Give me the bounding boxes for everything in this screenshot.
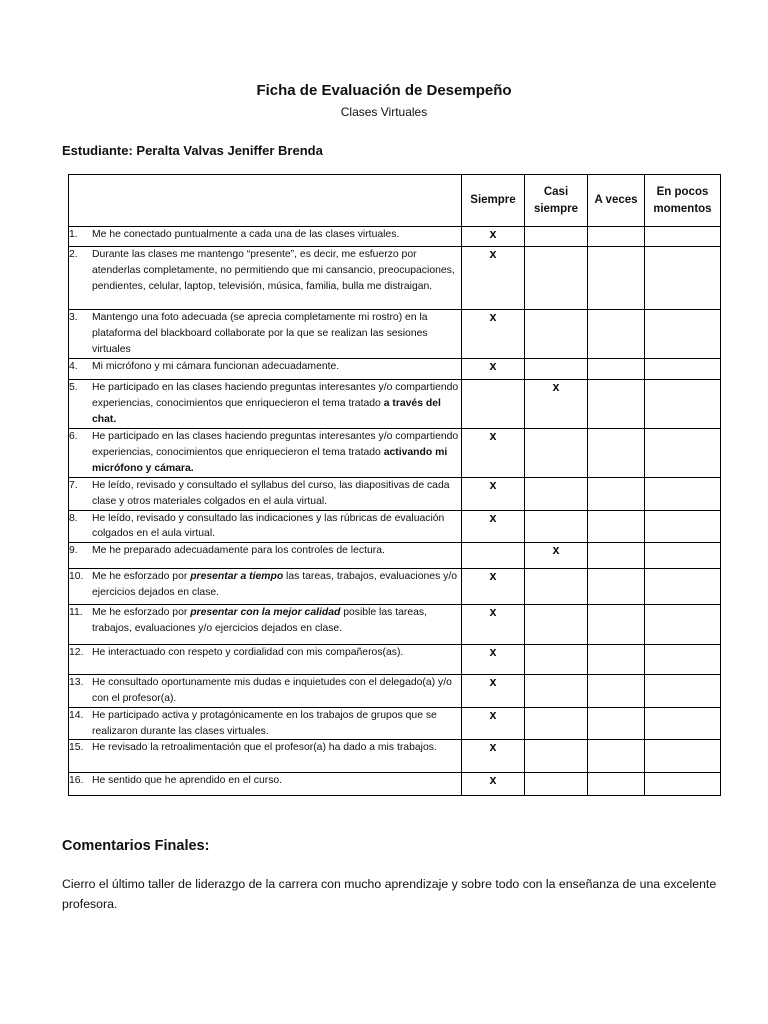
criterion-number: 2. <box>69 249 78 260</box>
criterion-number: 9. <box>69 545 78 557</box>
table-header-row <box>69 175 721 227</box>
criterion-text <box>92 708 461 740</box>
table-row <box>69 380 721 429</box>
criterion-text-part: He revisado la retroalimentación que el profesor(a) ha dado a mis trabajos. <box>92 742 437 754</box>
table-row <box>69 247 721 310</box>
criterion-text <box>92 227 461 243</box>
rating-cell-en-pocos-momentos <box>645 569 721 605</box>
rating-cell-a-veces <box>588 429 645 478</box>
rating-cell-a-veces <box>588 247 645 310</box>
rating-cell-en-pocos-momentos <box>645 380 721 429</box>
rating-cell-a-veces <box>588 645 645 675</box>
criterion-text <box>92 511 461 543</box>
criterion-text-part: He sentido que he aprendido en el curso. <box>92 775 283 787</box>
criterion-text-part: He consultado oportunamente mis dudas e inquietudes con el delegado(a) y/o con el profesor(a). <box>92 677 452 704</box>
criterion-cell <box>69 359 462 380</box>
rating-cell-siempre: x <box>462 773 525 796</box>
criterion-number: 12. <box>69 647 84 659</box>
rating-cell-casi-siempre <box>525 569 588 605</box>
form-title: Ficha de Evaluación de Desempeño <box>256 82 512 99</box>
rating-cell-en-pocos-momentos <box>645 227 721 247</box>
header-en-pocos-momentos: En pocos momentos <box>645 175 721 227</box>
criterion-number: 4. <box>69 361 78 372</box>
criterion-text <box>92 773 461 789</box>
criterion-text <box>92 478 461 510</box>
criterion-text-part: las tareas, trabajos, evaluaciones y/o ejercicios dejados en clase. <box>92 571 458 598</box>
criterion-cell <box>69 380 462 429</box>
table-row <box>69 605 721 645</box>
header-criteria-cell <box>69 175 462 227</box>
table-row <box>69 740 721 773</box>
criterion-cell <box>69 543 462 569</box>
rating-cell-en-pocos-momentos <box>645 605 721 645</box>
rating-cell-siempre: x <box>462 227 525 247</box>
criterion-text-part: He interactuado con respeto y cordialidad con mis compañeros(as). <box>92 647 404 659</box>
rating-cell-en-pocos-momentos <box>645 247 721 310</box>
rating-cell-en-pocos-momentos <box>645 429 721 478</box>
criterion-text <box>92 645 461 661</box>
criterion-number: 3. <box>69 312 78 323</box>
rating-cell-siempre: x <box>462 675 525 708</box>
criterion-cell <box>69 645 462 675</box>
criterion-text <box>92 675 461 707</box>
rating-cell-casi-siempre <box>525 429 588 478</box>
rating-cell-siempre <box>462 543 525 569</box>
rating-cell-a-veces <box>588 605 645 645</box>
criterion-text <box>92 247 461 294</box>
rating-cell-a-veces <box>588 543 645 569</box>
rating-cell-en-pocos-momentos <box>645 773 721 796</box>
rating-cell-casi-siempre <box>525 675 588 708</box>
rating-cell-casi-siempre <box>525 359 588 380</box>
criterion-number: 8. <box>69 512 78 524</box>
criterion-text <box>92 380 461 427</box>
criterion-number: 11. <box>69 607 83 619</box>
criterion-text <box>92 310 461 357</box>
table-row <box>69 707 721 740</box>
rating-cell-siempre: x <box>462 310 525 359</box>
criterion-cell <box>69 605 462 645</box>
rating-cell-en-pocos-momentos <box>645 310 721 359</box>
rating-cell-casi-siempre <box>525 510 588 543</box>
header-casi-siempre: Casi siempre <box>525 175 588 227</box>
evaluation-table-body <box>69 227 721 796</box>
table-row <box>69 773 721 796</box>
table-row <box>69 429 721 478</box>
criterion-text-part: posible las tareas, trabajos, evaluaciones y/o ejercicios dejados en clase. <box>92 607 427 634</box>
rating-cell-siempre: x <box>462 359 525 380</box>
criterion-cell <box>69 740 462 773</box>
rating-cell-en-pocos-momentos <box>645 707 721 740</box>
criterion-text-part: He participado activa y protagónicamente en los trabajos de grupos que se realizaron durante las clases virtuales. <box>92 709 437 737</box>
table-row <box>69 510 721 543</box>
rating-cell-casi-siempre <box>525 247 588 310</box>
criterion-text-part: Me he esforzado por <box>92 571 191 583</box>
criterion-cell <box>69 510 462 543</box>
criterion-number: 5. <box>69 382 78 393</box>
criterion-text <box>92 543 461 559</box>
rating-cell-siempre: x <box>462 645 525 675</box>
table-row <box>69 569 721 605</box>
rating-cell-a-veces <box>588 740 645 773</box>
rating-cell-siempre: x <box>462 707 525 740</box>
rating-cell-en-pocos-momentos <box>645 359 721 380</box>
criterion-cell <box>69 227 462 247</box>
criterion-text <box>92 605 461 637</box>
criterion-text-part: Durante las clases me mantengo “presente”, es decir, me esfuerzo por atenderlas completamente, no permitiendo que mi cansancio, preocupaciones, pendientes, celular, laptop, televisión, música, familia, bulla me distraigan. <box>92 249 455 292</box>
rating-cell-en-pocos-momentos <box>645 478 721 511</box>
rating-cell-casi-siempre <box>525 478 588 511</box>
evaluation-table <box>68 174 721 796</box>
rating-cell-a-veces <box>588 773 645 796</box>
table-row <box>69 359 721 380</box>
criterion-text-part: Mantengo una foto adecuada (se aprecia completamente mi rostro) en la plataforma del blackboard collaborate por la que se realizan las sesiones virtuales <box>92 312 428 355</box>
criterion-text-part: He participado en las clases haciendo preguntas interesantes y/o compartiendo experiencias, conocimientos que enriquecieron el tema tratado <box>92 431 459 458</box>
criterion-cell <box>69 707 462 740</box>
criterion-text-part: He leído, revisado y consultado el syllabus del curso, las diapositivas de cada clase y otros materiales colgados en el aula virtual. <box>92 480 450 507</box>
rating-cell-casi-siempre <box>525 645 588 675</box>
rating-cell-en-pocos-momentos <box>645 645 721 675</box>
criterion-cell <box>69 247 462 310</box>
rating-cell-siempre <box>462 380 525 429</box>
criterion-text-part: presentar a tiempo <box>190 571 284 583</box>
rating-cell-casi-siempre <box>525 707 588 740</box>
rating-cell-a-veces <box>588 510 645 543</box>
rating-cell-siempre: x <box>462 510 525 543</box>
criterion-text-part: Me he esforzado por <box>92 607 191 619</box>
criterion-text <box>92 359 461 375</box>
rating-cell-casi-siempre <box>525 740 588 773</box>
table-row <box>69 227 721 247</box>
rating-cell-casi-siempre <box>525 310 588 359</box>
table-row <box>69 675 721 708</box>
rating-cell-siempre: x <box>462 247 525 310</box>
criterion-number: 6. <box>69 431 78 442</box>
criterion-cell <box>69 429 462 478</box>
criterion-number: 1. <box>69 229 78 240</box>
rating-cell-siempre: x <box>462 605 525 645</box>
table-row <box>69 645 721 675</box>
criterion-text-part: Mi micrófono y mi cámara funcionan adecuadamente. <box>92 361 340 372</box>
rating-cell-a-veces <box>588 478 645 511</box>
criterion-cell <box>69 773 462 796</box>
rating-cell-en-pocos-momentos <box>645 543 721 569</box>
rating-cell-a-veces <box>588 227 645 247</box>
rating-cell-casi-siempre: x <box>525 543 588 569</box>
rating-cell-siempre: x <box>462 478 525 511</box>
criterion-cell <box>69 569 462 605</box>
criterion-cell <box>69 310 462 359</box>
table-row <box>69 543 721 569</box>
criterion-text-part: a través del chat. <box>92 397 441 425</box>
rating-cell-a-veces <box>588 310 645 359</box>
rating-cell-a-veces <box>588 569 645 605</box>
rating-cell-casi-siempre <box>525 227 588 247</box>
rating-cell-en-pocos-momentos <box>645 675 721 708</box>
criterion-number: 14. <box>69 709 84 721</box>
criterion-cell <box>69 478 462 511</box>
rating-cell-siempre: x <box>462 429 525 478</box>
rating-cell-a-veces <box>588 707 645 740</box>
criterion-text-part: Me he conectado puntualmente a cada una de las clases virtuales. <box>92 229 400 240</box>
criterion-text-part: He participado en las clases haciendo preguntas interesantes y/o compartiendo experiencias, conocimientos que enriquecieron el tema tratado <box>92 382 459 409</box>
rating-cell-casi-siempre: x <box>525 380 588 429</box>
rating-cell-siempre: x <box>462 569 525 605</box>
criterion-number: 16. <box>69 775 84 787</box>
rating-cell-a-veces <box>588 675 645 708</box>
rating-cell-a-veces <box>588 380 645 429</box>
form-subtitle: Clases Virtuales <box>340 105 428 119</box>
comments-body: Cierro el último taller de liderazgo de la carrera con mucho aprendizaje y sobre todo con la enseñanza de una excelente profesora. <box>62 877 717 911</box>
criterion-cell <box>69 675 462 708</box>
header-a-veces: A veces <box>588 175 645 227</box>
criterion-text-part: He leído, revisado y consultado las indicaciones y las rúbricas de evaluación colgados en el aula virtual. <box>92 512 445 540</box>
student-name: Estudiante: Peralta Valvas Jeniffer Brenda <box>62 143 323 158</box>
rating-cell-siempre: x <box>462 740 525 773</box>
table-row <box>69 478 721 511</box>
criterion-text-part: Me he preparado adecuadamente para los controles de lectura. <box>92 545 385 557</box>
rating-cell-a-veces <box>588 359 645 380</box>
criterion-text <box>92 569 461 601</box>
rating-cell-en-pocos-momentos <box>645 740 721 773</box>
criterion-text <box>92 740 461 756</box>
criterion-text-part: presentar con la mejor calidad <box>190 607 341 619</box>
rating-cell-casi-siempre <box>525 605 588 645</box>
rating-cell-casi-siempre <box>525 773 588 796</box>
header-siempre: Siempre <box>462 175 525 227</box>
comments-title: Comentarios Finales: <box>62 838 210 854</box>
criterion-number: 15. <box>69 742 84 754</box>
criterion-number: 7. <box>69 480 78 491</box>
criterion-number: 10. <box>69 571 84 583</box>
table-row <box>69 310 721 359</box>
criterion-text <box>92 429 461 476</box>
criterion-text-part: activando mi micrófono y cámara. <box>92 446 448 474</box>
rating-cell-en-pocos-momentos <box>645 510 721 543</box>
criterion-number: 13. <box>69 677 84 689</box>
